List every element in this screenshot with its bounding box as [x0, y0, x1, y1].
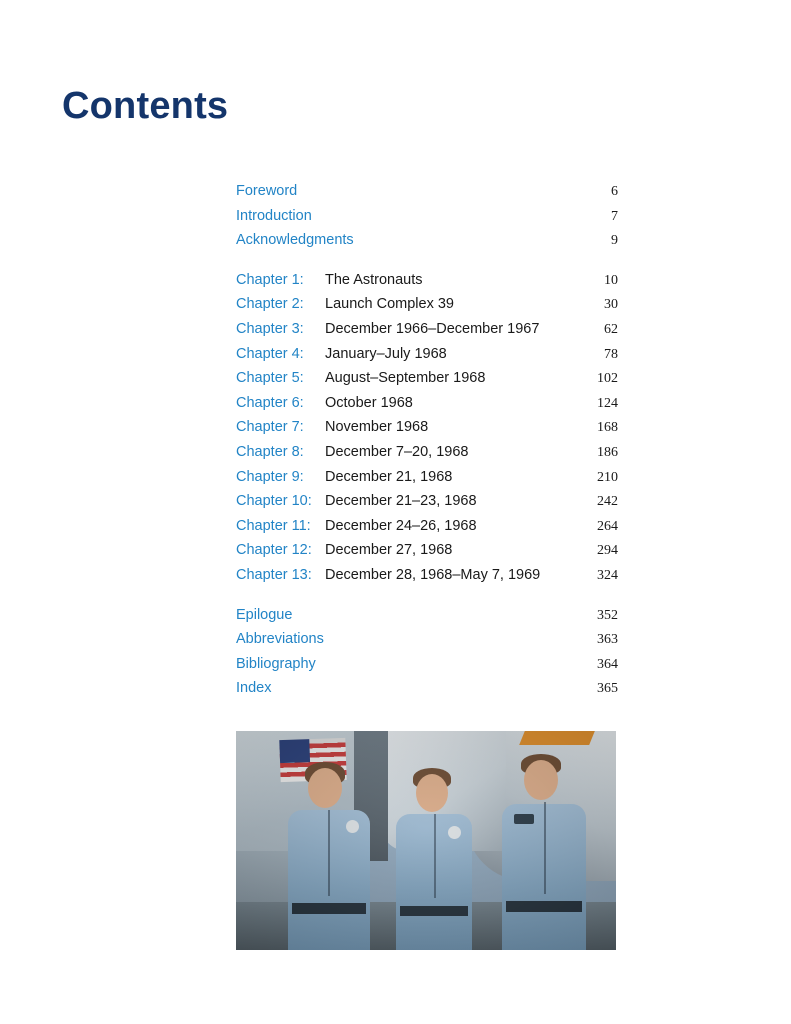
chapter-page: 168 — [597, 420, 618, 436]
toc-entry-introduction[interactable] — [236, 208, 618, 233]
chapter-number: Chapter 12: — [236, 542, 312, 559]
toc-entry-chapter-10[interactable] — [236, 493, 618, 518]
photo-astronaut-zipper — [328, 810, 330, 896]
photo-astronaut-zipper — [434, 814, 436, 898]
chapter-number: Chapter 5: — [236, 370, 304, 387]
chapter-page: 294 — [597, 543, 618, 559]
toc-entry-chapter-11[interactable] — [236, 518, 618, 543]
chapter-number: Chapter 4: — [236, 345, 304, 362]
chapter-title: December 28, 1968–May 7, 1969 — [325, 566, 541, 583]
chapter-title: Launch Complex 39 — [325, 296, 454, 313]
photo-astronaut-belt — [506, 901, 582, 912]
toc-entry-label: Epilogue — [236, 606, 293, 623]
chapter-number: Chapter 10: — [236, 493, 312, 510]
chapter-page: 264 — [597, 518, 618, 534]
toc-entry-abbreviations[interactable] — [236, 631, 618, 656]
toc-entry-chapter-2[interactable] — [236, 296, 618, 321]
toc-entry-chapter-8[interactable] — [236, 444, 618, 469]
toc-entry-page: 363 — [597, 632, 618, 648]
page-title: Contents — [62, 85, 229, 128]
chapter-title: October 1968 — [325, 394, 413, 411]
toc-entry-label: Foreword — [236, 183, 298, 199]
chapter-page: 10 — [604, 272, 618, 288]
chapter-page: 324 — [597, 567, 618, 583]
toc-entry-foreword[interactable] — [236, 183, 618, 208]
chapter-title: December 7–20, 1968 — [325, 443, 469, 460]
chapter-number: Chapter 11: — [236, 517, 311, 534]
table-of-contents — [236, 183, 618, 705]
chapter-title: August–September 1968 — [325, 370, 486, 387]
photo-name-tag — [514, 814, 534, 824]
chapter-number: Chapter 13: — [236, 566, 312, 583]
photo-astronaut-head — [308, 768, 342, 808]
chapter-number: Chapter 2: — [236, 296, 304, 313]
chapter-title: January–July 1968 — [325, 345, 447, 362]
toc-entry-page: 365 — [597, 681, 618, 697]
toc-entry-chapter-1[interactable] — [236, 272, 618, 297]
toc-entry-label: Abbreviations — [236, 631, 324, 648]
chapter-title: The Astronauts — [325, 271, 423, 288]
toc-entry-chapter-12[interactable] — [236, 542, 618, 567]
toc-entry-bibliography[interactable] — [236, 656, 618, 681]
chapter-page: 124 — [597, 395, 618, 411]
toc-entry-page: 9 — [611, 233, 618, 249]
chapter-number: Chapter 3: — [236, 320, 304, 337]
chapter-number: Chapter 8: — [236, 443, 304, 460]
chapter-page: 102 — [597, 371, 618, 387]
photo-astronaut-zipper — [544, 802, 546, 894]
photo-mission-patch — [346, 820, 359, 833]
chapter-title: December 24–26, 1968 — [325, 517, 477, 534]
section-divider — [236, 257, 618, 272]
chapter-page: 78 — [604, 346, 618, 362]
toc-entry-chapter-5[interactable] — [236, 370, 618, 395]
toc-entry-label: Introduction — [236, 207, 312, 224]
photo-astronaut-belt — [400, 906, 468, 916]
photo-astronaut-head — [416, 774, 448, 812]
toc-entry-chapter-3[interactable] — [236, 321, 618, 346]
photo-astronaut-center — [384, 764, 484, 950]
chapter-number: Chapter 1: — [236, 271, 304, 288]
toc-entry-page: 364 — [597, 656, 618, 672]
toc-entry-index[interactable] — [236, 680, 618, 705]
chapter-title: December 1966–December 1967 — [325, 320, 540, 337]
chapter-title: December 21–23, 1968 — [325, 493, 477, 510]
toc-entry-label: Index — [236, 680, 272, 697]
astronauts-photograph — [236, 731, 616, 950]
chapter-number: Chapter 9: — [236, 468, 304, 485]
toc-entry-chapter-4[interactable] — [236, 346, 618, 371]
toc-entry-chapter-13[interactable] — [236, 567, 618, 592]
chapter-number: Chapter 6: — [236, 394, 304, 411]
toc-entry-chapter-9[interactable] — [236, 469, 618, 494]
toc-entry-label: Bibliography — [236, 655, 316, 672]
photo-mission-patch — [448, 826, 461, 839]
toc-entry-chapter-7[interactable] — [236, 419, 618, 444]
section-divider — [236, 592, 618, 607]
toc-entry-page: 7 — [611, 208, 618, 224]
chapter-number: Chapter 7: — [236, 419, 304, 436]
toc-entry-page: 352 — [597, 607, 618, 623]
toc-entry-epilogue[interactable] — [236, 607, 618, 632]
chapter-page: 242 — [597, 494, 618, 510]
toc-entry-acknowledgments[interactable] — [236, 232, 618, 257]
photo-astronaut-left — [274, 760, 382, 950]
photo-astronaut-right — [488, 754, 596, 950]
toc-entry-page: 6 — [611, 184, 618, 199]
photo-orange-stripe — [519, 731, 595, 745]
chapter-title: November 1968 — [325, 419, 429, 436]
toc-entry-chapter-6[interactable] — [236, 395, 618, 420]
chapter-title: December 21, 1968 — [325, 468, 453, 485]
chapter-page: 62 — [604, 321, 618, 337]
photo-astronaut-belt — [292, 903, 366, 914]
toc-entry-label: Acknowledgments — [236, 232, 354, 249]
chapter-page: 30 — [604, 297, 618, 313]
photo-astronaut-head — [524, 760, 558, 800]
chapter-title: December 27, 1968 — [325, 542, 453, 559]
chapter-page: 186 — [597, 444, 618, 460]
chapter-page: 210 — [597, 469, 618, 485]
